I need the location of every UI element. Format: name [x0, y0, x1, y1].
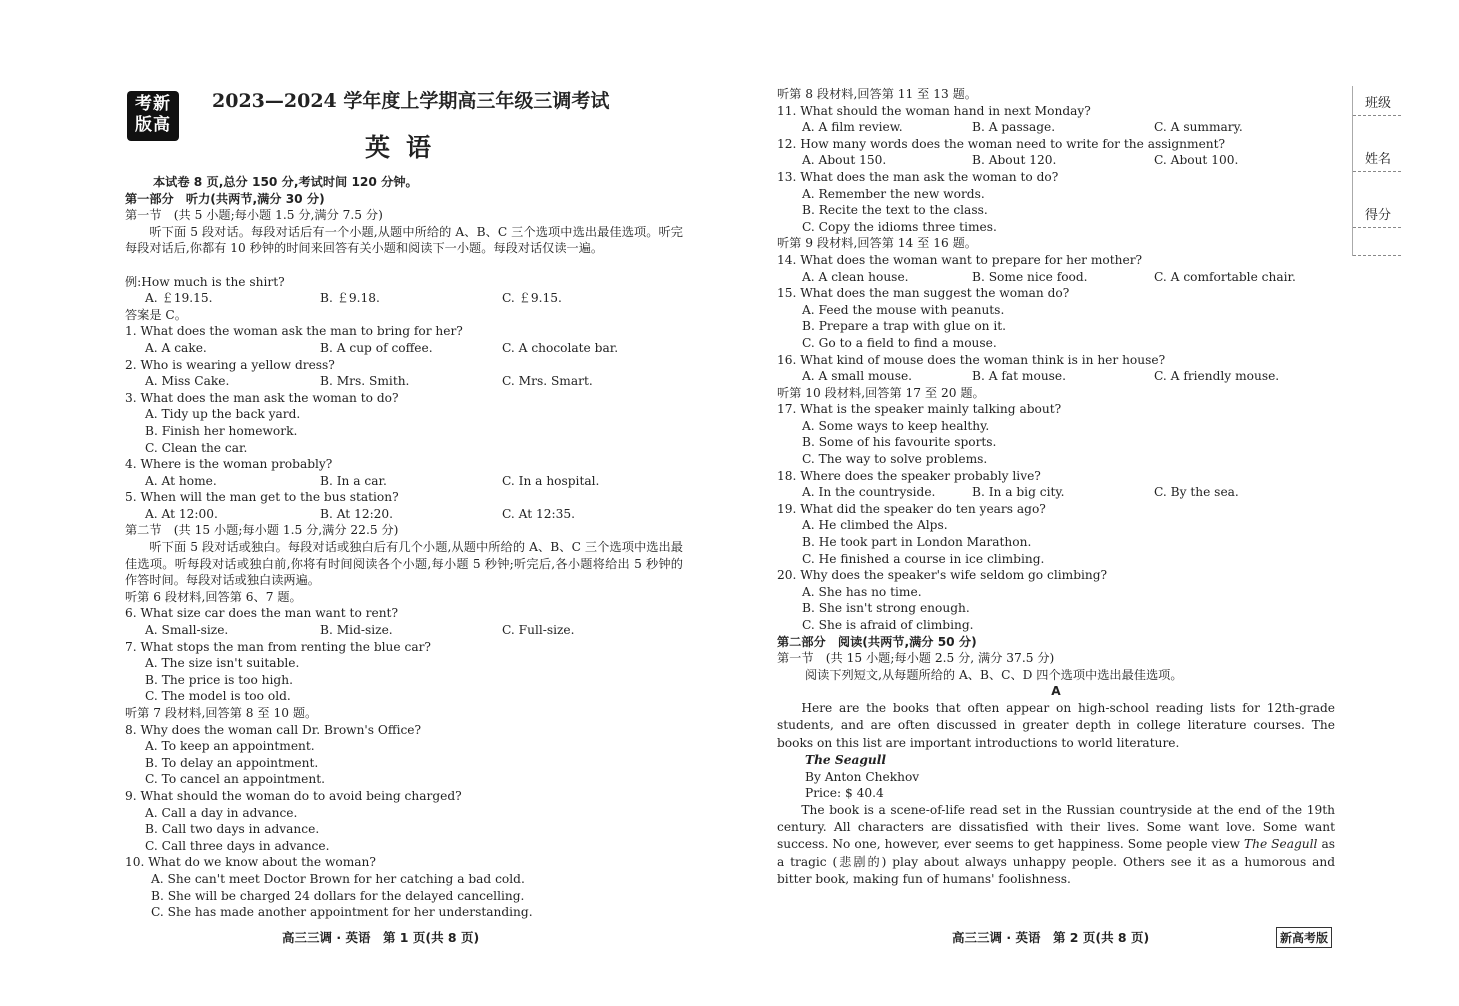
option-c: C. By the sea. — [1154, 485, 1239, 500]
option-b: B. To delay an appointment. — [145, 755, 319, 770]
page-1-footer: 高三三调 · 英语 第 1 页(共 8 页) — [282, 930, 480, 945]
reading-section-1-heading: 第一节 (共 15 小题;每小题 2.5 分, 满分 37.5 分) — [777, 651, 1055, 666]
example-options — [125, 290, 683, 307]
material-10-heading: 听第 10 段材料,回答第 17 至 20 题。 — [777, 385, 985, 400]
option-a: A. Remember the new words. — [802, 186, 985, 201]
option-c: C. Mrs. Smart. — [502, 374, 593, 389]
part-2-heading: 第二部分 阅读(共两节,满分 50 分) — [777, 634, 977, 649]
page-2-footer: 高三三调 · 英语 第 2 页(共 8 页) — [952, 930, 1150, 945]
student-info-panel — [1352, 86, 1401, 256]
book-author: By Anton Chekhov — [805, 769, 920, 784]
question-3: 3. What does the man ask the woman to do? — [125, 390, 399, 405]
material-8-heading: 听第 8 段材料,回答第 11 至 13 题。 — [777, 87, 977, 101]
logo-line-2: 版高 — [135, 115, 171, 135]
example-answer: 答案是 C。 — [125, 307, 187, 322]
question-16-options — [777, 368, 1335, 385]
option-b: B. ￡9.18. — [320, 291, 380, 306]
page-2-column — [777, 86, 1335, 889]
option-b: B. Some nice food. — [972, 269, 1088, 284]
passage-label: A — [1051, 684, 1061, 699]
option-c: C. She is afraid of climbing. — [802, 618, 974, 632]
option-c: C. A summary. — [1154, 120, 1243, 135]
option-b: B. Finish her homework. — [145, 423, 298, 438]
section-2-instructions: 听下面 5 段对话或独白。每段对话或独白后有几个小题,从题中所给的 A、B、C 三个选项中选出最佳选项。听每段对话或独白前,你将有时间阅读各个小题,每小题 5 秒钟;听完后,各小题将给出 5 秒钟的作答时间。每段对话或独白读两遍。 — [125, 540, 683, 588]
name-field-label: 姓名 — [1365, 152, 1392, 167]
option-a: A. The size isn't suitable. — [145, 656, 300, 671]
option-c: C. A comfortable chair. — [1154, 269, 1296, 284]
option-a: A. A small mouse. — [802, 369, 913, 384]
divider — [1353, 255, 1401, 256]
option-a: A. Small-size. — [145, 623, 229, 638]
question-8: 8. Why does the woman call Dr. Brown's Office? — [125, 722, 422, 737]
paragraph-text: The book is a scene-of-life read set in the Russian countryside at the end of the 19th century. All characters are dissatisfied with their lives. Some want love. Some want success. No one, however, ever seems to get happiness. Some people view — [777, 802, 1335, 852]
passage-paragraph-1: Here are the books that often appear on high-school reading lists for 12th-grade students, and are often discussed in greater depth in college literature courses. The books on this list are important introductions to world literature. — [777, 700, 1335, 750]
paragraph-text: as a tragic (悲剧的) play about always unhappy people. Others see it as a humorous and bitter book, making fun of humans' foolishness. — [777, 837, 1335, 887]
reading-instructions: 阅读下列短文,从每题所给的 A、B、C、D 四个选项中选出最佳选项。 — [805, 667, 1183, 682]
passage-paragraph-2 — [777, 802, 1335, 889]
edition-badge: 新高考版 — [1276, 927, 1332, 948]
option-c: C. In a hospital. — [502, 473, 600, 488]
option-c: C. To cancel an appointment. — [145, 772, 326, 787]
option-a: A. She has no time. — [802, 584, 922, 599]
question-11: 11. What should the woman hand in next Monday? — [777, 103, 1091, 118]
question-13: 13. What does the man ask the woman to do? — [777, 169, 1059, 184]
option-a: A. Some ways to keep healthy. — [802, 418, 990, 433]
question-20: 20. Why does the speaker's wife seldom go climbing? — [777, 568, 1108, 583]
option-c: C. Call three days in advance. — [145, 838, 330, 853]
question-4-options — [125, 473, 683, 490]
section-1-heading: 第一节 (共 5 小题;每小题 1.5 分,满分 7.5 分) — [125, 208, 383, 223]
option-b: B. About 120. — [972, 153, 1057, 168]
question-6-options — [125, 622, 683, 639]
option-a: A. At 12:00. — [145, 506, 218, 521]
option-c: C. A friendly mouse. — [1154, 369, 1280, 384]
option-a: A. At home. — [145, 473, 217, 488]
question-5-options — [125, 506, 683, 523]
option-b: B. He took part in London Marathon. — [802, 535, 1032, 550]
option-a: A. In the countryside. — [802, 485, 936, 500]
option-a: A. A clean house. — [802, 269, 909, 284]
option-c: C. About 100. — [1154, 153, 1239, 168]
question-2-options — [125, 373, 683, 390]
question-7: 7. What stops the man from renting the blue car? — [125, 639, 431, 654]
question-2: 2. Who is wearing a yellow dress? — [125, 357, 335, 372]
option-a: A. A film review. — [802, 120, 903, 135]
question-6: 6. What size car does the man want to rent? — [125, 606, 398, 621]
score-field-label: 得分 — [1365, 208, 1392, 223]
book-price: Price: $ 40.4 — [805, 786, 884, 801]
option-b: B. Call two days in advance. — [145, 822, 320, 837]
option-b: B. She isn't strong enough. — [802, 601, 970, 616]
logo-line-1: 考新 — [135, 94, 171, 114]
option-b: B. The price is too high. — [145, 672, 293, 687]
question-15: 15. What does the man suggest the woman do? — [777, 286, 1070, 301]
question-12: 12. How many words does the woman need to write for the assignment? — [777, 136, 1226, 151]
question-10: 10. What do we know about the woman? — [125, 855, 376, 870]
option-c: C. At 12:35. — [502, 506, 575, 521]
section-1-instructions: 听下面 5 段对话。每段对话后有一个小题,从题中所给的 A、B、C 三个选项中选出最佳选项。听完每段对话后,你都有 10 秒钟的时间来回答有关小题和阅读下一小题。每段对话仅读一遍。 — [125, 224, 683, 256]
material-7-heading: 听第 7 段材料,回答第 8 至 10 题。 — [125, 706, 318, 721]
question-5: 5. When will the man get to the bus station? — [125, 490, 399, 505]
option-c: C. Full-size. — [502, 623, 575, 638]
option-b: B. Recite the text to the class. — [802, 203, 988, 218]
option-c: C. ￡9.15. — [502, 291, 562, 306]
book-title: The Seagull — [805, 753, 887, 767]
option-a: A. Call a day in advance. — [145, 805, 298, 820]
material-6-heading: 听第 6 段材料,回答第 6、7 题。 — [125, 589, 302, 604]
publisher-logo — [127, 91, 179, 141]
option-a: A. About 150. — [802, 153, 887, 168]
option-a: A. A cake. — [145, 340, 207, 355]
book-title-inline: The Seagull — [1243, 837, 1318, 852]
option-b: B. Mid-size. — [320, 623, 393, 638]
question-18: 18. Where does the speaker probably live? — [777, 468, 1041, 483]
option-b: B. Some of his favourite sports. — [802, 435, 997, 450]
question-16: 16. What kind of mouse does the woman think is in her house? — [777, 352, 1166, 367]
divider — [1353, 227, 1401, 228]
option-a: A. Feed the mouse with peanuts. — [802, 302, 1005, 317]
option-b: B. She will be charged 24 dollars for the delayed cancelling. — [151, 888, 525, 903]
option-a: A. To keep an appointment. — [145, 739, 315, 754]
question-11-options — [777, 119, 1335, 136]
subject-title: 英语 — [365, 133, 448, 162]
section-2-heading: 第二节 (共 15 小题;每小题 1.5 分,满分 22.5 分) — [125, 523, 399, 538]
option-c: C. The model is too old. — [145, 689, 291, 704]
option-b: B. In a big city. — [972, 485, 1065, 500]
question-17: 17. What is the speaker mainly talking about? — [777, 402, 1062, 417]
example-question: 例:How much is the shirt? — [125, 274, 285, 289]
option-b: B. A fat mouse. — [972, 369, 1067, 384]
exam-intro: 本试卷 8 页,总分 150 分,考试时间 120 分钟。 — [153, 175, 418, 189]
option-c: C. Copy the idioms three times. — [802, 219, 997, 234]
question-4: 4. Where is the woman probably? — [125, 457, 333, 472]
material-9-heading: 听第 9 段材料,回答第 14 至 16 题。 — [777, 236, 977, 251]
question-14-options — [777, 269, 1335, 286]
question-1: 1. What does the woman ask the man to bring for her? — [125, 324, 463, 339]
option-a: A. Miss Cake. — [145, 374, 230, 389]
option-b: B. A passage. — [972, 120, 1056, 135]
option-c: C. He finished a course in ice climbing. — [802, 551, 1045, 566]
option-c: C. A chocolate bar. — [502, 340, 619, 355]
option-a: A. ￡19.15. — [145, 291, 213, 306]
option-a: A. He climbed the Alps. — [802, 518, 948, 533]
class-field-label: 班级 — [1365, 96, 1392, 111]
divider — [1353, 115, 1401, 116]
option-b: B. At 12:20. — [320, 506, 394, 521]
option-b: B. Mrs. Smith. — [320, 374, 410, 389]
option-b: B. In a car. — [320, 473, 387, 488]
part-1-heading: 第一部分 听力(共两节,满分 30 分) — [125, 191, 325, 206]
option-c: C. Go to a field to find a mouse. — [802, 335, 997, 350]
option-c: C. The way to solve problems. — [802, 452, 988, 467]
question-18-options — [777, 484, 1335, 501]
option-b: B. Prepare a trap with glue on it. — [802, 319, 1007, 334]
option-a: A. Tidy up the back yard. — [145, 407, 301, 422]
option-c: C. She has made another appointment for her understanding. — [151, 905, 533, 920]
option-a: A. She can't meet Doctor Brown for her catching a bad cold. — [151, 871, 525, 886]
option-c: C. Clean the car. — [145, 440, 248, 455]
question-12-options — [777, 152, 1335, 169]
question-9: 9. What should the woman do to avoid being charged? — [125, 789, 462, 803]
divider — [1353, 171, 1401, 172]
question-19: 19. What did the speaker do ten years ago? — [777, 501, 1046, 516]
page-1-column — [125, 174, 683, 921]
exam-title: 2023—2024 学年度上学期高三年级三调考试 — [212, 90, 610, 112]
option-b: B. A cup of coffee. — [320, 340, 433, 355]
question-14: 14. What does the woman want to prepare for her mother? — [777, 252, 1143, 267]
question-1-options — [125, 340, 683, 357]
